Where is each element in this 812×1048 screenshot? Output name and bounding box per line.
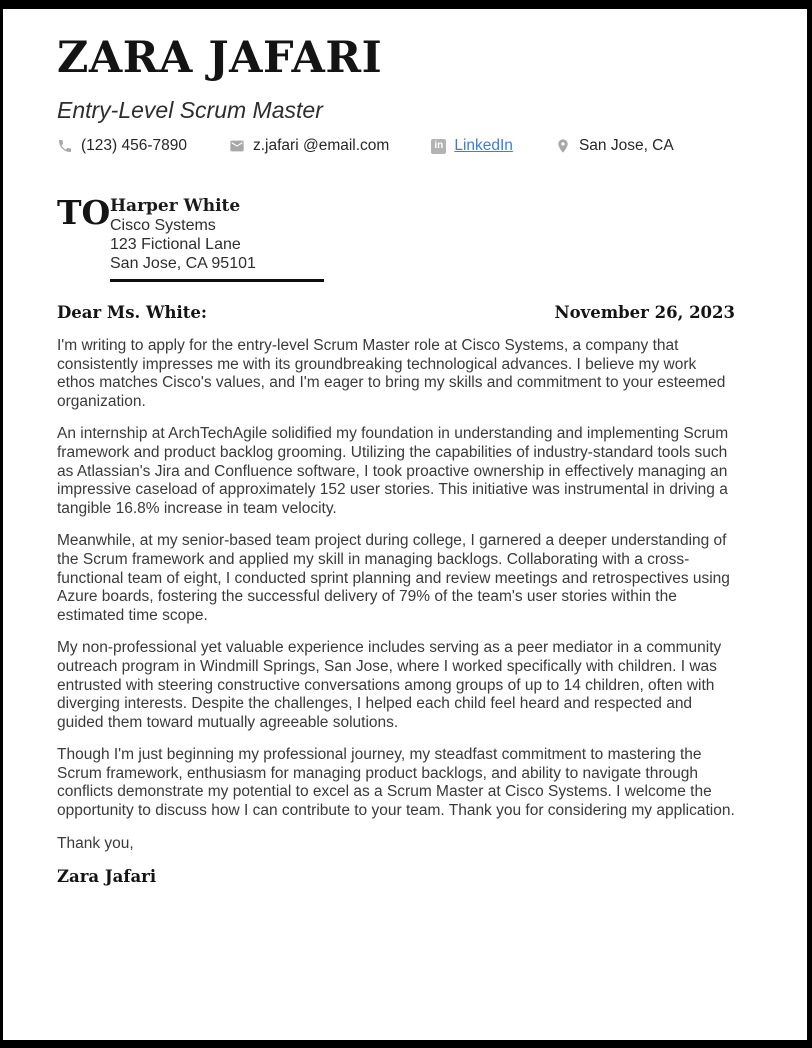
linkedin-icon: in: [431, 139, 446, 154]
to-label: TO: [57, 193, 111, 232]
phone-icon: [57, 138, 73, 154]
paragraph-closing: Though I'm just beginning my professional journey, my steadfast commitment to mastering the Scrum framework, enthusiasm for managing product backlogs, and ability to navigate through conflicts demonstrate my potential to excel as a Scrum Master at Cisco Systems. I welcome the opportunity to discuss how I can contribute to your team. Thank you for considering my application.: [57, 746, 735, 820]
linkedin-link[interactable]: LinkedIn: [454, 137, 513, 154]
recipient-divider: [110, 279, 324, 282]
contact-linkedin: [431, 137, 513, 155]
letter-date: November 26, 2023: [554, 303, 735, 322]
candidate-name: ZARA JAFARI: [57, 33, 383, 83]
paragraph-internship: An internship at ArchTechAgile solidified my foundation in understanding and implementing Scrum framework and product backlog grooming. Utilizing the capabilities of industry-standard tools such as Atlassian's Jira and Confluence software, I took proactive ownership in effectively managing an impressive caseload of approximately 152 user stories. This initiative was instrumental in driving a tangible 16.8% increase in team velocity.: [57, 425, 729, 517]
location-text: San Jose, CA: [578, 137, 674, 154]
job-title: Entry-Level Scrum Master: [57, 97, 323, 123]
contact-phone: [57, 137, 187, 155]
email-icon: [229, 138, 245, 154]
closing-line: Thank you,: [57, 834, 134, 852]
recipient-street: 123 Fictional Lane: [110, 236, 241, 253]
salutation: Dear Ms. White:: [57, 303, 207, 322]
signature-name: Zara Jafari: [57, 866, 157, 886]
email-address: z.jafari @email.com: [253, 137, 390, 154]
recipient-block: [57, 193, 735, 273]
paragraph-intro: I'm writing to apply for the entry-level Scrum Master role at Cisco Systems, a company that consistently impresses me with its groundbreaking technological advances. I believe my work ethos matches Cisco's values, and I'm eager to bring my skills and commitment to your esteemed organization.: [57, 337, 726, 410]
contact-email: [229, 137, 389, 155]
contact-row: [57, 137, 735, 155]
recipient-company: Cisco Systems: [110, 217, 216, 234]
recipient-address: [110, 196, 256, 273]
contact-location: [555, 137, 674, 155]
location-pin-icon: [555, 138, 571, 154]
recipient-city: San Jose, CA 95101: [110, 255, 256, 272]
recipient-name: Harper White: [110, 196, 241, 216]
phone-number: (123) 456-7890: [81, 137, 187, 154]
paragraph-college-project: Meanwhile, at my senior-based team project during college, I garnered a deeper understanding of the Scrum framework and applied my skill in managing backlogs. Collaborating with a cross-functional team of eight, I conducted sprint planning and review meetings and retrospectives using Azure boards, fostering the successful delivery of 79% of the team's user stories within the estimated time scope.: [57, 532, 730, 624]
paragraph-volunteer: My non-professional yet valuable experience includes serving as a peer mediator in a community outreach program in Windmill Springs, San Jose, where I worked specifically with children. I was entrusted with steering constructive conversations among groups of up to 14 children, often with diverging interests. Despite the challenges, I helped each child feel heard and respected and guided them toward mutually agreeable solutions.: [57, 639, 722, 731]
letter-content: [3, 9, 807, 886]
salutation-row: [57, 303, 735, 323]
